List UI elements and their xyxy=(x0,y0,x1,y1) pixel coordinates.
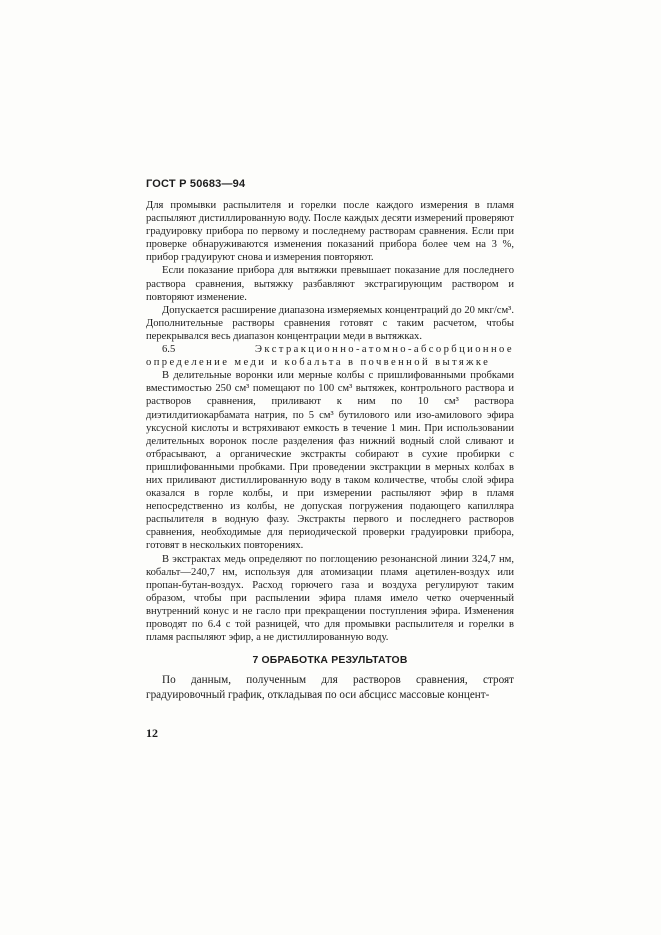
paragraph-washing: Для промывки распылителя и горелки после каждого измерения в пламя распыляют дистиллированную воду. После каждых десяти измерений проверяют градуировку прибора по первому и последнему растворам сравнения. Если при проверке обнаруживаются изменения показаний прибора более чем на 3 %, прибор градуируют снова и измерения повторяют. xyxy=(146,200,514,264)
paragraph-range-extension: Допускается расширение диапазона измеряемых концентраций до 20 мкг/см³. Дополнительные растворы сравнения готовят с таким расчетом, чтобы перекрывался весь диапазон концентрации меди в вытяжках. xyxy=(146,304,514,342)
section-title: 7 ОБРАБОТКА РЕЗУЛЬТАТОВ xyxy=(252,655,408,667)
subsection-heading xyxy=(146,343,514,369)
page-number: 12 xyxy=(146,726,158,740)
paragraph-extraction: В делительные воронки или мерные колбы с пришлифованными пробками вместимостью 250 см³ помещают по 100 см³ вытяжек, контрольного раствора и растворов сравнения, приливают к ним по 10 см³ раствора диэтилдитиокарбамата натрия, по 5 см³ бутилового или изо-амилового эфира уксусной кислоты и встряхивают емкость в течение 1 мин. При использовании делительных воронок после разделения фаз нижний водный слой сливают и отбрасывают, а органические экстракты собирают в сухие пробирки с пришлифованными пробками. При проведении экстракции в мерных колбах в них приливают дистиллированную воду в таком количестве, чтобы слой эфира оказался в горле колбы, и при измерении распыляют эфир в пламя непосредственно из колбы, не допуская погружения подающего капилляра распылителя в водную фазу. Экстракты первого и последнего растворов сравнения, необходимые для периодической проверки градуировки прибора, готовят в нескольких повторениях. xyxy=(146,370,514,552)
paragraph-dilution: Если показание прибора для вытяжки превышает показание для последнего раствора сравнения, вытяжку разбавляют экстрагирующим раствором и повторяют изменение. xyxy=(146,265,514,303)
page-body xyxy=(146,199,514,703)
standard-code: ГОСТ Р 50683—94 xyxy=(146,178,246,190)
subsection-title: Экстракционно-атомно-абсорбционное определение меди и кобальта в почвенной вытяжке xyxy=(146,344,514,369)
paragraph-calibration: По данным, полученным для растворов сравнения, строят градуировочный график, откладывая по оси абсцисс массовые концент- xyxy=(146,674,514,702)
subsection-number: 6.5 xyxy=(162,344,176,356)
paragraph-measurement: В экстрактах медь определяют по поглощению резонансной линии 324,7 нм, кобальт—240,7 нм, используя для атомизации пламя ацетилен-воздух или пропан-бутан-воздух. Расход горючего газа и воздуха регулируют таким образом, чтобы при распылении эфира пламя имело четко очерченный внутренний конус и не гасло при прекращении поступления эфира. Изменения проводят по 6.4 с той разницей, что для промывки распылителя и горелки в пламя распыляют эфир, а не дистиллированную воду. xyxy=(146,553,514,644)
